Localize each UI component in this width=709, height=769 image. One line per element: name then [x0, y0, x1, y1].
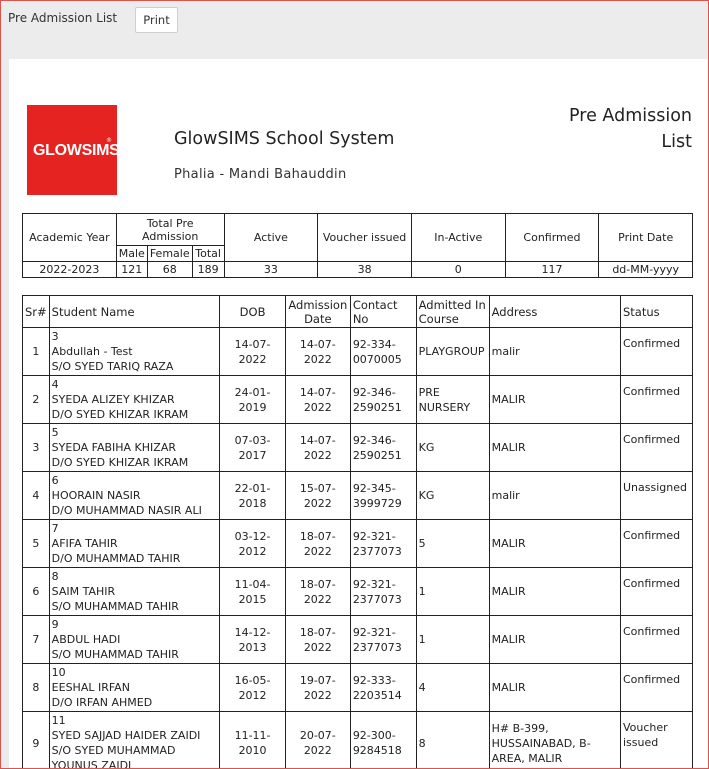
col-admitted-course: Admitted In Course — [416, 296, 489, 328]
cell-address: MALIR — [489, 616, 620, 664]
cell-status: Confirmed — [621, 568, 693, 616]
student-name: ABDUL HADI — [51, 633, 121, 646]
guardian-name: S/O MUHAMMAD TAHIR — [51, 600, 179, 613]
col-admission-date: Admission Date — [285, 296, 350, 328]
cell-contact-no: 92-345-3999729 — [350, 472, 416, 520]
student-name: HOORAIN NASIR — [51, 489, 141, 502]
guardian-name: S/O MUHAMMAD TAHIR — [51, 648, 179, 661]
summary-academic-year: 2022-2023 — [23, 262, 117, 278]
summary-header-male: Male — [116, 246, 147, 262]
cell-status: Confirmed — [621, 664, 693, 712]
summary-header-academic-year: Academic Year — [23, 214, 117, 262]
cell-contact-no: 92-346-2590251 — [350, 424, 416, 472]
cell-dob: 24-01-2019 — [220, 376, 286, 424]
cell-admission-date: 14-07-2022 — [285, 424, 350, 472]
cell-sr: 2 — [23, 376, 50, 424]
summary-confirmed: 117 — [505, 262, 599, 278]
table-row — [23, 328, 693, 376]
student-id: 3 — [51, 330, 59, 343]
cell-course: KG — [416, 424, 489, 472]
guardian-name: S/O SYED MUHAMMAD YOUNUS ZAIDI — [51, 744, 176, 769]
cell-address: MALIR — [489, 376, 620, 424]
cell-dob: 14-12-2013 — [220, 616, 286, 664]
cell-sr: 9 — [23, 712, 50, 769]
guardian-name: D/O IRFAN AHMED — [51, 696, 153, 709]
guardian-name: D/O SYED KHIZAR IKRAM — [51, 408, 189, 421]
cell-course: PRE NURSERY — [416, 376, 489, 424]
student-id: 9 — [51, 618, 59, 631]
guardian-name: D/O SYED KHIZAR IKRAM — [51, 456, 189, 469]
registered-mark: ® — [106, 137, 112, 144]
cell-student — [49, 328, 220, 376]
cell-sr: 1 — [23, 328, 50, 376]
cell-course: 4 — [416, 664, 489, 712]
cell-dob: 14-07-2022 — [220, 328, 286, 376]
school-name: GlowSIMS School System — [174, 129, 395, 149]
cell-status: Confirmed — [621, 376, 693, 424]
report-title: Pre Admission List — [569, 106, 692, 152]
cell-admission-date: 15-07-2022 — [285, 472, 350, 520]
cell-dob: 16-05-2012 — [220, 664, 286, 712]
student-id: 7 — [51, 522, 59, 535]
student-name: SYEDA FABIHA KHIZAR — [51, 441, 176, 454]
report-sheet — [9, 59, 709, 769]
table-row — [23, 568, 693, 616]
cell-admission-date: 19-07-2022 — [285, 664, 350, 712]
summary-header-voucher-issued: Voucher issued — [318, 214, 412, 262]
summary-total: 189 — [192, 262, 224, 278]
cell-student — [49, 520, 220, 568]
table-row — [23, 376, 693, 424]
summary-header-total-pre-admission: Total Pre Admission — [116, 214, 224, 246]
summary-in-active: 0 — [411, 262, 505, 278]
summary-table — [22, 213, 693, 278]
student-id: 4 — [51, 378, 59, 391]
cell-course: 5 — [416, 520, 489, 568]
cell-contact-no: 92-333-2203514 — [350, 664, 416, 712]
branch-name: Phalia - Mandi Bahauddin — [174, 167, 347, 182]
cell-course: 1 — [416, 616, 489, 664]
table-row — [23, 664, 693, 712]
summary-print-date: dd-MM-yyyy — [599, 262, 693, 278]
cell-course: 1 — [416, 568, 489, 616]
cell-sr: 3 — [23, 424, 50, 472]
col-student-name: Student Name — [49, 296, 220, 328]
summary-header-in-active: In-Active — [411, 214, 505, 262]
col-sr: Sr# — [23, 296, 50, 328]
cell-admission-date: 20-07-2022 — [285, 712, 350, 769]
logo-text: GLOWSIMS — [33, 142, 120, 159]
guardian-name: D/O MUHAMMAD TAHIR — [51, 552, 181, 565]
cell-dob: 11-04-2015 — [220, 568, 286, 616]
guardian-name: S/O SYED TARIQ RAZA — [51, 360, 174, 373]
cell-address: MALIR — [489, 520, 620, 568]
summary-header-total: Total — [192, 246, 224, 262]
table-row — [23, 520, 693, 568]
cell-student — [49, 424, 220, 472]
student-name: SAIM TAHIR — [51, 585, 116, 598]
student-name: AFIFA TAHIR — [51, 537, 118, 550]
col-contact-no: Contact No — [350, 296, 416, 328]
col-address: Address — [489, 296, 620, 328]
cell-contact-no: 92-321-2377073 — [350, 568, 416, 616]
student-name: Abdullah - Test — [51, 345, 133, 358]
guardian-name: D/O MUHAMMAD NASIR ALI — [51, 504, 202, 517]
cell-student — [49, 616, 220, 664]
cell-contact-no: 92-321-2377073 — [350, 616, 416, 664]
student-name: SYED SAJJAD HAIDER ZAIDI — [51, 729, 201, 742]
cell-contact-no: 92-321-2377073 — [350, 520, 416, 568]
print-button[interactable]: Print — [135, 7, 178, 33]
cell-course: PLAYGROUP — [416, 328, 489, 376]
cell-student — [49, 664, 220, 712]
cell-address: MALIR — [489, 568, 620, 616]
cell-address: MALIR — [489, 664, 620, 712]
cell-student — [49, 376, 220, 424]
cell-student — [49, 712, 220, 769]
table-row — [23, 616, 693, 664]
cell-status: Unassigned — [621, 472, 693, 520]
table-row — [23, 712, 693, 769]
cell-contact-no: 92-300-9284518 — [350, 712, 416, 769]
student-id: 6 — [51, 474, 59, 487]
cell-dob: 11-11-2010 — [220, 712, 286, 769]
cell-status: Confirmed — [621, 616, 693, 664]
cell-course: KG — [416, 472, 489, 520]
cell-admission-date: 14-07-2022 — [285, 328, 350, 376]
cell-address: malir — [489, 328, 620, 376]
cell-address: H# B-399, HUSSAINABAD, B-AREA, MALIR — [489, 712, 620, 769]
summary-female: 68 — [147, 262, 192, 278]
summary-header-confirmed: Confirmed — [505, 214, 599, 262]
cell-status: Confirmed — [621, 328, 693, 376]
toolbar — [0, 0, 709, 44]
cell-sr: 6 — [23, 568, 50, 616]
cell-admission-date: 18-07-2022 — [285, 616, 350, 664]
cell-sr: 4 — [23, 472, 50, 520]
summary-header-print-date: Print Date — [599, 214, 693, 262]
cell-dob: 22-01-2018 — [220, 472, 286, 520]
cell-course: 8 — [416, 712, 489, 769]
students-table — [22, 295, 693, 769]
cell-admission-date: 14-07-2022 — [285, 376, 350, 424]
student-name: SYEDA ALIZEY KHIZAR — [51, 393, 175, 406]
student-id: 10 — [51, 666, 66, 679]
cell-student — [49, 568, 220, 616]
cell-admission-date: 18-07-2022 — [285, 520, 350, 568]
table-row — [23, 472, 693, 520]
summary-active: 33 — [224, 262, 318, 278]
student-name: EESHAL IRFAN — [51, 681, 130, 694]
cell-dob: 03-12-2012 — [220, 520, 286, 568]
page-title: Pre Admission List — [8, 11, 118, 25]
cell-sr: 7 — [23, 616, 50, 664]
table-row — [23, 424, 693, 472]
cell-status: Confirmed — [621, 424, 693, 472]
cell-contact-no: 92-346-2590251 — [350, 376, 416, 424]
cell-status: Voucher issued — [621, 712, 693, 769]
summary-header-female: Female — [147, 246, 192, 262]
cell-address: malir — [489, 472, 620, 520]
student-id: 5 — [51, 426, 59, 439]
cell-contact-no: 92-334-0070005 — [350, 328, 416, 376]
cell-sr: 8 — [23, 664, 50, 712]
summary-voucher-issued: 38 — [318, 262, 412, 278]
summary-male: 121 — [116, 262, 147, 278]
cell-student — [49, 472, 220, 520]
cell-status: Confirmed — [621, 520, 693, 568]
col-dob: DOB — [220, 296, 286, 328]
student-id: 8 — [51, 570, 59, 583]
cell-sr: 5 — [23, 520, 50, 568]
school-logo — [27, 105, 120, 195]
col-status: Status — [621, 296, 693, 328]
cell-address: MALIR — [489, 424, 620, 472]
summary-header-active: Active — [224, 214, 318, 262]
cell-dob: 07-03-2017 — [220, 424, 286, 472]
cell-admission-date: 18-07-2022 — [285, 568, 350, 616]
student-id: 11 — [51, 714, 66, 727]
